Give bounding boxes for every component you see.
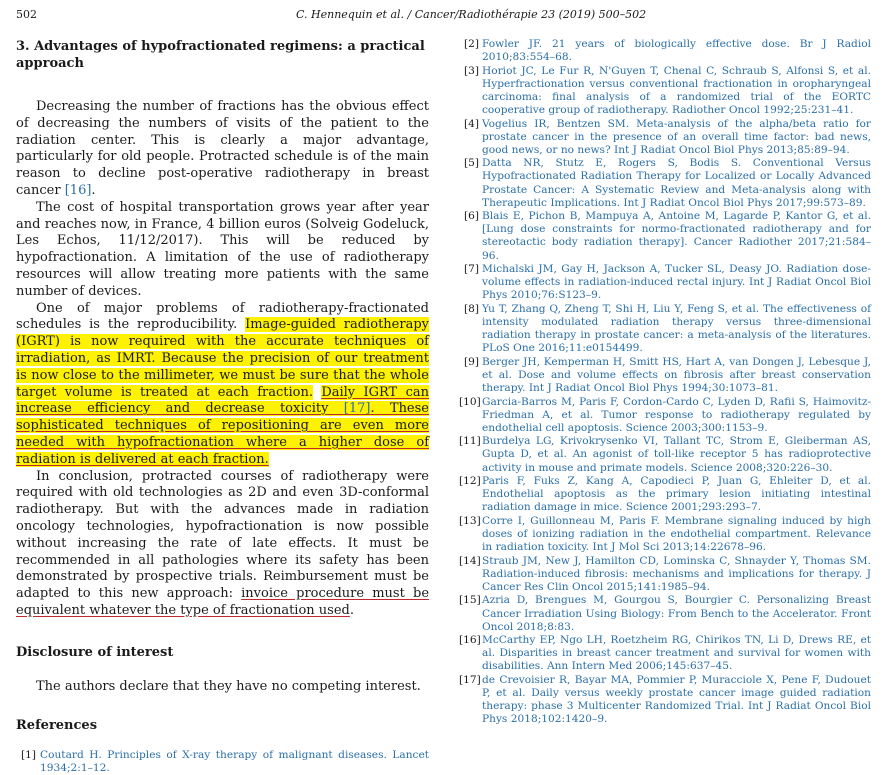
reference-item[interactable]: [459, 303, 871, 355]
reference-item[interactable]: [459, 157, 871, 209]
reference-text[interactable]: Berger JH, Kemperman H, Smitt HS, Hart A, van Dongen J, Lebesque J, et al. Dose and volume effects on fibrosis after breast conservation therapy. Int J Radiat Oncol Biol Phys 1994;30:1073–81.: [482, 355, 871, 394]
highlight-repositioning: These sophisticated techniques of repositioning are even more needed with hypofractionation where a higher dose of radiation is delivered at each fraction.: [16, 401, 429, 467]
paragraph-1: [16, 99, 429, 200]
reference-list-right: [459, 38, 871, 726]
reference-number: [3]: [463, 64, 479, 77]
reference-text[interactable]: Paris F, Fuks Z, Kang A, Capodieci P, Juan G, Ehleiter D, et al. Endothelial apoptosis as the primary lesion initiating intestinal radiation damage in mice. Science 2001;293:293–7.: [482, 475, 871, 514]
reference-number: [13]: [459, 514, 481, 527]
reference-number: [15]: [459, 594, 481, 607]
reference-item[interactable]: [459, 475, 871, 514]
highlight-daily-igrt-dot: .: [370, 401, 375, 417]
running-title: C. Hennequin et al. / Cancer/Radiothérapie 23 (2019) 500–502: [296, 8, 647, 21]
reference-number: [17]: [459, 674, 481, 686]
reference-number: [8]: [463, 302, 479, 315]
reference-item[interactable]: [459, 263, 871, 302]
reference-text[interactable]: Yu T, Zhang Q, Zheng T, Shi H, Liu Y, Feng S, et al. The effectiveness of intensity modulated radiation therapy versus three-dimensional radiation therapy in prostate cancer: a meta-analysis of the literatures. PLoS One 2016;11:e0154499.: [482, 302, 871, 355]
highlight-daily-igrt-text: Daily IGRT can increase efficiency and decrease toxicity: [16, 384, 429, 417]
reference-number: [16]: [459, 634, 481, 647]
reference-item[interactable]: [459, 396, 871, 435]
reference-number: [10]: [459, 395, 481, 408]
reference-number: [1]: [20, 748, 36, 761]
reference-number: [12]: [459, 475, 481, 488]
reference-list-left: [16, 749, 429, 775]
citation-16[interactable]: [16]: [64, 182, 92, 198]
reference-text[interactable]: Azria D, Brengues M, Gourgou S, Bourgier C. Personalizing Breast Cancer Irradiation Using Biology: From Bench to the Accelerator. Front Oncol 2018;8:83.: [482, 594, 871, 633]
reference-text[interactable]: Datta NR, Stutz E, Rogers S, Bodis S. Conventional Versus Hypofractionated Radiation Therapy for Localized or Locally Advanced Prostate Cancer: A Systematic Review and Meta-analysis along with Therapeutic Implications. Int J Radiat Oncol Biol Phys 2017;99:573–89.: [482, 157, 871, 209]
paragraph-1-end: .: [91, 182, 96, 198]
paragraph-4-end: .: [349, 602, 354, 618]
reference-number: [5]: [463, 157, 479, 170]
reference-item[interactable]: [459, 594, 871, 633]
reference-item[interactable]: [459, 515, 871, 554]
disclosure-text: The authors declare that they have no competing interest.: [36, 678, 421, 694]
reference-item[interactable]: [459, 210, 871, 262]
reference-text[interactable]: Blais E, Pichon B, Mampuya A, Antoine M, Lagarde P, Kantor G, et al. [Lung dose constraints for normo-fractionated radiotherapy and for stereotactic body radiation therapy]. Cancer Radiother 2017;21:584–96.: [482, 210, 871, 262]
reference-number: [2]: [463, 38, 479, 50]
paragraph-1-text: Decreasing the number of fractions has the obvious effect of decreasing the numbers of visits of the patient to the radiation center. This is clearly a major advantage, particularly for old people. Protracted schedule is of the main reason to decline post-operative radiotherapy in breast cancer: [16, 99, 429, 198]
reference-number: [7]: [463, 263, 479, 276]
reference-text[interactable]: Michalski JM, Gay H, Jackson A, Tucker SL, Deasy JO. Radiation dose-volume effects in radiation-induced rectal injury. Int J Radiat Oncol Biol Phys 2010;76:S123–9.: [482, 263, 871, 302]
reference-text[interactable]: Garcia-Barros M, Paris F, Cordon-Cardo C, Lyden D, Rafii S, Haimovitz-Friedman A, et al. Tumor response to radiotherapy regulated by endothelial cell apoptosis. Science 2003;300:1153–9.: [482, 395, 871, 434]
reference-item[interactable]: [459, 674, 871, 726]
underline-invoice: invoice procedure must be equivalent whatever the type of fractionation used: [16, 586, 430, 618]
references-heading: References: [16, 717, 98, 733]
page-number: 502: [16, 8, 37, 21]
reference-item[interactable]: [459, 634, 871, 673]
reference-text[interactable]: McCarthy EP, Ngo LH, Roetzheim RG, Chirikos TN, Li D, Drews RE, et al. Disparities in breast cancer treatment and survival for women with disabilities. Ann Intern Med 2006;145:637–45.: [482, 634, 871, 673]
reference-number: [14]: [459, 554, 481, 567]
reference-text[interactable]: Straub JM, New J, Hamilton CD, Lominska C, Shnayder Y, Thomas SM. Radiation-induced fibrosis: mechanisms and implications for therapy. J Cancer Res Clin Oncol 2015;141:1985–94.: [482, 554, 871, 593]
paragraph-4: [16, 469, 429, 620]
reference-item[interactable]: [16, 749, 429, 775]
paragraph-4-text: In conclusion, protracted courses of radiotherapy were required with old technologies as 2D and even 3D-conformal radiotherapy. But with the advances made in radiation oncology technologies, hypofractionation is now possible without increasing the rate of late effects. It must be recommended in all pathologies where its safety has been demonstrated by prospective trials. Reimbursement must be adapted to this new approach:: [16, 468, 429, 602]
reference-text[interactable]: Fowler JF. 21 years of biologically effective dose. Br J Radiol 2010;83:554–68.: [482, 38, 871, 64]
left-column: [16, 38, 429, 775]
paragraph-2: The cost of hospital transportation grows year after year and reaches now, in France, 4 billion euros (Solveig Godeluck, Les Echos, 11/12/2017). This will be reduced by hypofractionation. A limitation of the use of radiotherapy resources will allow treating more patients with the same number of devices.: [16, 199, 429, 299]
reference-text[interactable]: Vogelius IR, Bentzen SM. Meta-analysis of the alpha/beta ratio for prostate cancer in the presence of an overall time factor: bad news, good news, or no news? Int J Radiat Oncol Biol Phys 2013;85:89–94.: [482, 117, 871, 156]
reference-item[interactable]: [459, 118, 871, 157]
reference-item[interactable]: [459, 555, 871, 594]
reference-item[interactable]: [459, 356, 871, 395]
reference-item[interactable]: [459, 435, 871, 474]
reference-text[interactable]: Horiot JC, Le Fur R, N'Guyen T, Chenal C, Schraub S, Alfonsi S, et al. Hyperfractionation versus conventional fractionation in oropharyngeal carcinoma: final analysis of a randomized trial of the EORTC cooperative group of radiotherapy. Radiother Oncol 1992;25:231–41.: [482, 64, 871, 116]
reference-number: [6]: [463, 210, 479, 223]
reference-item[interactable]: [459, 38, 871, 64]
reference-text[interactable]: Corre I, Guillonneau M, Paris F. Membrane signaling induced by high doses of ionizing radiation in the endothelial compartment. Relevance in radiation toxicity. Int J Mol Sci 2013;14:22678–96.: [482, 514, 871, 554]
reference-item[interactable]: [459, 65, 871, 117]
highlight-igrt: Image-guided radiotherapy (IGRT) is now required with the accurate techniques of irradiation, as IMRT. Because the precision of our treatment is now close to the millimeter, we must be sure that the whole target volume is treated at each fraction.: [16, 317, 429, 400]
citation-17[interactable]: [17]: [343, 401, 371, 417]
reference-number: [11]: [459, 435, 481, 448]
reference-number: [4]: [463, 117, 479, 130]
paragraph-3-lead: One of major problems of radiotherapy-fractionated schedules is the reproducibility.: [16, 300, 429, 333]
section-title: 3. Advantages of hypofractionated regimens: a practical approach: [16, 39, 425, 71]
reference-text[interactable]: Burdelya LG, Krivokrysenko VI, Tallant TC, Strom E, Gleiberman AS, Gupta D, et al. An agonist of toll-like receptor 5 has radioprotective activity in mouse and primate models. Science 2008;320:226–30.: [482, 435, 871, 474]
disclosure-heading: Disclosure of interest: [16, 644, 174, 660]
paragraph-3: [16, 301, 429, 469]
right-column: [459, 38, 871, 727]
reference-number: [9]: [463, 355, 479, 368]
reference-text[interactable]: de Crevoisier R, Bayar MA, Pommier P, Muracciole X, Pene F, Dudouet P, et al. Daily versus weekly prostate cancer image guided radiation therapy: phase 3 Multicenter Randomized Trial. Int J Radiat Oncol Biol Phys 2018;102:1420–9.: [482, 674, 871, 726]
reference-text[interactable]: Coutard H. Principles of X-ray therapy of malignant diseases. Lancet 1934;2:1–12.: [40, 748, 429, 774]
